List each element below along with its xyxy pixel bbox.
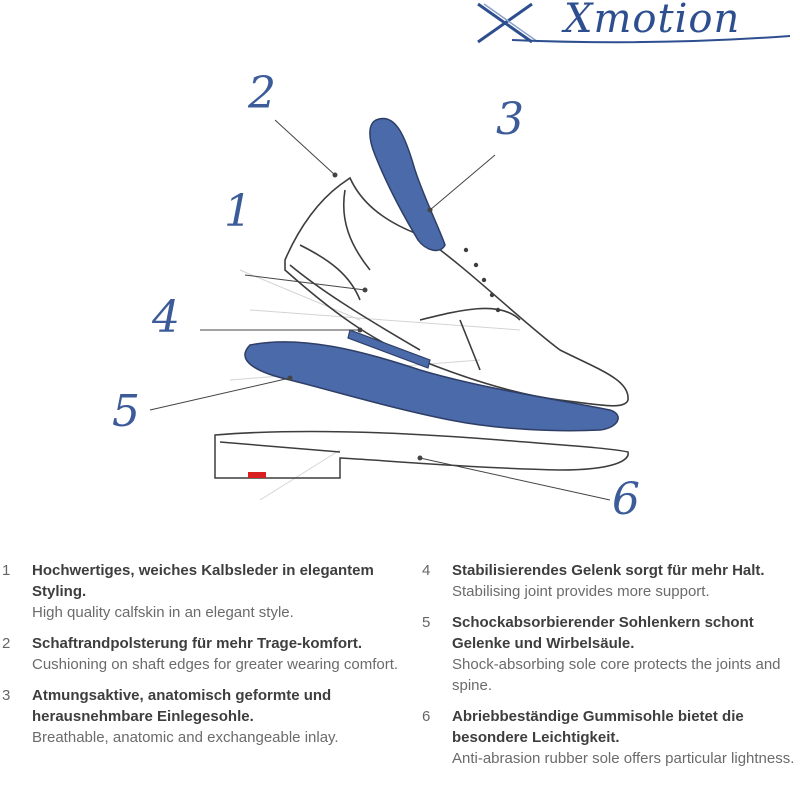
feature-title-de: Schockabsorbierender Sohlenkern schont Gelenke und Wirbelsäule. — [452, 614, 754, 652]
feature-item — [420, 560, 800, 602]
feature-desc-en: Shock-absorbing sole core protects the joints and spine. — [452, 656, 781, 694]
features-right-column — [420, 560, 800, 779]
callout-5: 5 — [112, 386, 140, 437]
feature-item — [420, 706, 800, 769]
feature-item — [0, 560, 400, 623]
feature-item — [0, 685, 400, 748]
sole-core-blue — [245, 342, 618, 431]
brand-logo — [472, 0, 794, 46]
logo-wordmark: Xmotion — [564, 0, 741, 42]
feature-desc-en: Stabilising joint provides more support. — [452, 583, 710, 600]
feature-title-de: Abriebbeständige Gummisohle bietet die besondere Leichtigkeit. — [452, 708, 744, 746]
feature-title-de: Hochwertiges, weiches Kalbsleder in elegantem Styling. — [32, 562, 374, 600]
callout-4: 4 — [152, 292, 180, 343]
outsole — [215, 431, 628, 478]
feature-number: 1 — [2, 562, 11, 579]
feature-number: 6 — [422, 708, 431, 725]
shoe-exploded-illustration — [0, 60, 800, 540]
feature-item — [420, 612, 800, 696]
feature-title-de: Atmungsaktive, anatomisch geformte und herausnehmbare Einlegesohle. — [32, 687, 332, 725]
features-left-column — [0, 560, 400, 758]
feature-number: 5 — [422, 614, 431, 631]
feature-number: 2 — [2, 635, 11, 652]
feature-desc-en: High quality calfskin in an elegant style. — [32, 604, 294, 621]
callout-1: 1 — [224, 186, 252, 237]
feature-desc-en: Anti-abrasion rubber sole offers particular lightness. — [452, 750, 795, 767]
feature-item — [0, 633, 400, 675]
callout-2: 2 — [248, 68, 276, 119]
feature-desc-en: Breathable, anatomic and exchangeable inlay. — [32, 729, 339, 746]
feature-title-de: Schaftrandpolsterung für mehr Trage-komfort. — [32, 635, 363, 652]
feature-number: 3 — [2, 687, 11, 704]
feature-title-de: Stabilisierendes Gelenk sorgt für mehr Halt. — [452, 562, 765, 579]
outsole-red-tag — [248, 472, 266, 478]
feature-number: 4 — [422, 562, 431, 579]
callout-3: 3 — [496, 94, 524, 145]
feature-desc-en: Cushioning on shaft edges for greater wearing comfort. — [32, 656, 399, 673]
callout-6: 6 — [612, 474, 640, 525]
